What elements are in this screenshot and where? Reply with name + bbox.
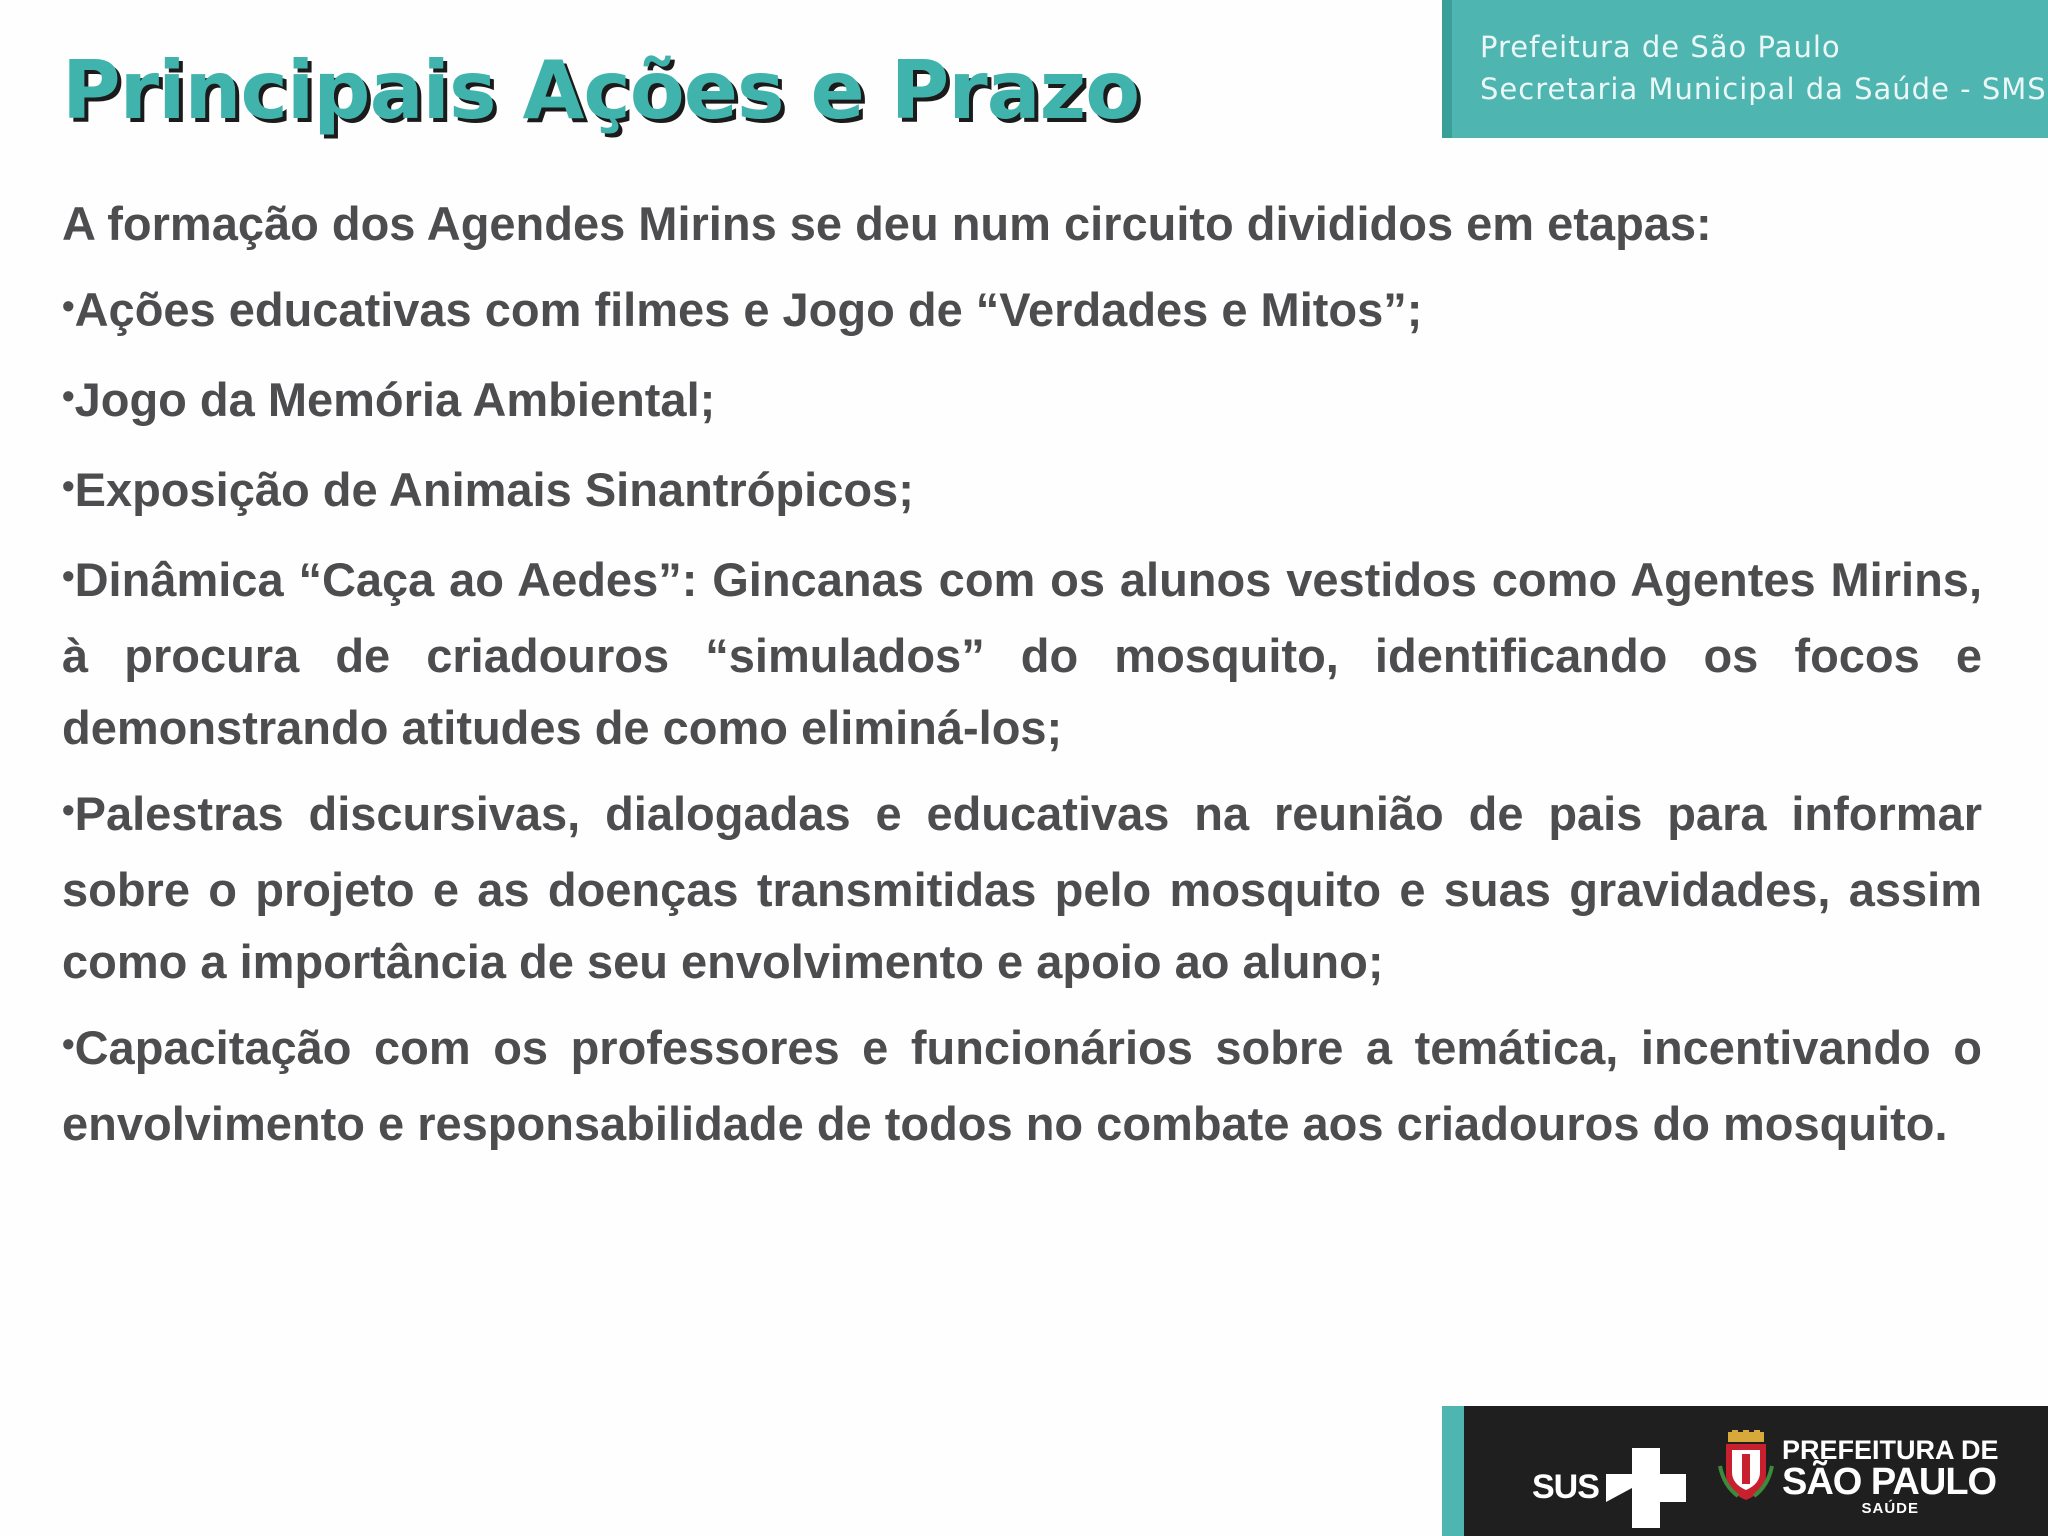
bullet-icon: • xyxy=(62,285,75,326)
footer-logo-band xyxy=(1442,1406,2048,1536)
prefeitura-line1: PREFEITURA DE xyxy=(1782,1435,1999,1465)
bullet-icon: • xyxy=(62,375,75,416)
bullet-item xyxy=(62,364,1982,440)
bullet-item xyxy=(62,778,1982,998)
sus-cross-icon xyxy=(1602,1444,1690,1532)
org-department: Secretaria Municipal da Saúde - SMS xyxy=(1480,72,2047,106)
intro-text: A formação dos Agendes Mirins se deu num circuito divididos em etapas: xyxy=(62,197,1712,250)
bullet-text: Palestras discursivas, dialogadas e educativas na reunião de pais para informar sobre o projeto e as doenças transmitidas pelo mosquito e suas gravidades, assim como a importância de seu envolvimento e apoio ao aluno; xyxy=(62,787,1982,988)
bullet-item xyxy=(62,454,1982,530)
bullet-item xyxy=(62,274,1982,350)
bullet-text: Ações educativas com filmes e Jogo de “Verdades e Mitos”; xyxy=(74,283,1423,336)
sus-logo-text: SUS xyxy=(1532,1468,1599,1506)
bullet-item xyxy=(62,1012,1982,1160)
footer-band-edge xyxy=(1442,1406,1464,1536)
slide-title: Principais Ações e Prazo xyxy=(62,44,1140,137)
bullet-item xyxy=(62,544,1982,764)
bullet-text: Exposição de Animais Sinantrópicos; xyxy=(74,463,914,516)
sao-paulo-crest-icon xyxy=(1718,1430,1774,1504)
bullet-icon: • xyxy=(62,555,75,596)
prefeitura-line2: SÃO PAULO xyxy=(1782,1461,1997,1503)
org-name: Prefeitura de São Paulo xyxy=(1480,30,1841,64)
header-band xyxy=(1442,0,2048,138)
prefeitura-line3: SAÚDE xyxy=(1861,1500,1920,1517)
header-band-edge xyxy=(1442,0,1452,138)
bullet-text: Capacitação com os professores e funcionários sobre a temática, incentivando o envolvimento e responsabilidade de todos no combate aos criadouros do mosquito. xyxy=(62,1021,1982,1150)
bullet-icon: • xyxy=(62,465,75,506)
bullet-text: Jogo da Memória Ambiental; xyxy=(74,373,716,426)
bullet-text: Dinâmica “Caça ao Aedes”: Gincanas com os alunos vestidos como Agentes Mirins, à procura de criadouros “simulados” do mosquito, identificando os focos e demonstrando atitudes de como eliminá-los; xyxy=(62,553,1982,754)
prefeitura-logo-text xyxy=(1782,1436,1999,1518)
slide-body xyxy=(62,188,1982,1174)
bullet-icon: • xyxy=(62,789,75,830)
bullet-icon: • xyxy=(62,1023,75,1064)
